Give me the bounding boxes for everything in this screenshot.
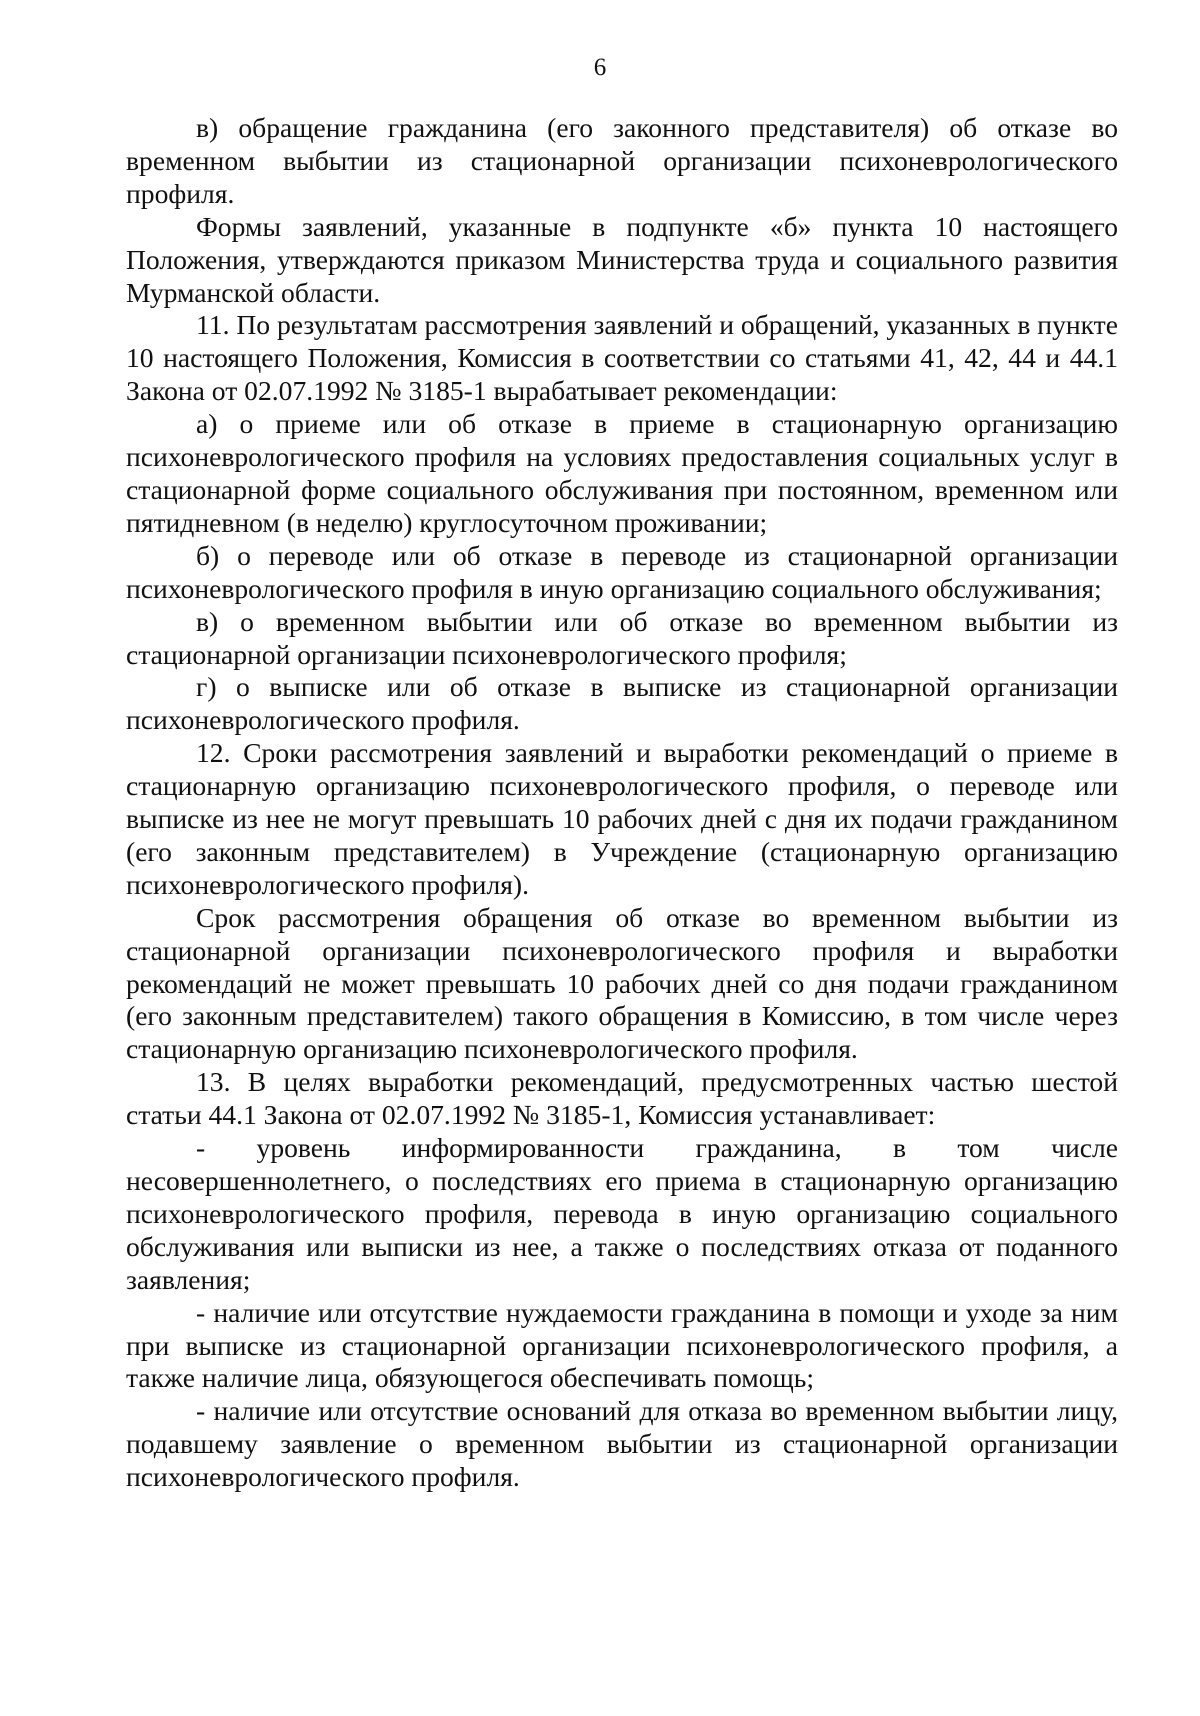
paragraph-13: 13. В целях выработки рекомендаций, предусмотренных частью шестой статьи 44.1 Закона от 02.07.1992 № 3185-1, Комиссия устанавливает: [126, 1066, 1118, 1131]
paragraph-10v: в) обращение гражданина (его законного представителя) об отказе во временном выбытии из стационарной организации психоневрологического профиля. [126, 112, 1118, 209]
paragraph-11b: б) о переводе или об отказе в переводе из стационарной организации психоневрологического профиля в иную организацию социального обслуживания; [126, 539, 1118, 604]
document-body [126, 112, 1118, 1494]
paragraph-11a: а) о приеме или об отказе в приеме в стационарную организацию психоневрологического профиля на условиях предоставления социальных услуг в стационарной форме социального обслуживания при постоянном, временном или пятидневном (в неделю) круглосуточном проживании; [126, 408, 1118, 538]
paragraph-13-item-2: - наличие или отсутствие нуждаемости гражданина в помощи и уходе за ним при выписке из стационарной организации психоневрологического профиля, а также наличие лица, обязующегося обеспечивать помощь; [126, 1296, 1118, 1394]
paragraph-13-item-1: - уровень информированности гражданина, в том числе несовершеннолетнего, о последствиях его приема в стационарную организацию психоневрологического профиля, перевода в иную организацию социального обслуживания или выписки из нее, а также о последствиях отказа от поданного заявления; [126, 1132, 1118, 1295]
paragraph-13-item-3: - наличие или отсутствие оснований для отказа во временном выбытии лицу, подавшему заявление о временном выбытии из стационарной организации психоневрологического профиля. [126, 1395, 1118, 1493]
paragraph-12: 12. Сроки рассмотрения заявлений и выработки рекомендаций о приеме в стационарную организацию психоневрологического профиля, о переводе или выписке из нее не могут превышать 10 рабочих дней с дня их подачи гражданином (его законным представителем) в Учреждение (стационарную организацию психоневрологического профиля). [126, 737, 1118, 900]
page-number: 6 [593, 54, 607, 81]
paragraph-11g: г) о выписке или об отказе в выписке из стационарной организации психоневрологического профиля. [126, 671, 1118, 736]
paragraph-11v: в) о временном выбытии или об отказе во временном выбытии из стационарной организации психоневрологического профиля; [126, 605, 1118, 670]
paragraph-forms: Формы заявлений, указанные в подпункте «б» пункта 10 настоящего Положения, утверждаются приказом Министерства труда и социального развития Мурманской области. [126, 210, 1118, 308]
paragraph-12-term: Срок рассмотрения обращения об отказе во временном выбытии из стационарной организации психоневрологического профиля и выработки рекомендаций не может превышать 10 рабочих дней со дня подачи гражданином (его законным представителем) такого обращения в Комиссию, в том числе через стационарную организацию психоневрологического профиля. [126, 901, 1118, 1065]
paragraph-11: 11. По результатам рассмотрения заявлений и обращений, указанных в пункте 10 настоящего Положения, Комиссия в соответствии со статьями 41, 42, 44 и 44.1 Закона от 02.07.1992 № 3185-1 вырабатывает рекомендации: [126, 309, 1118, 407]
